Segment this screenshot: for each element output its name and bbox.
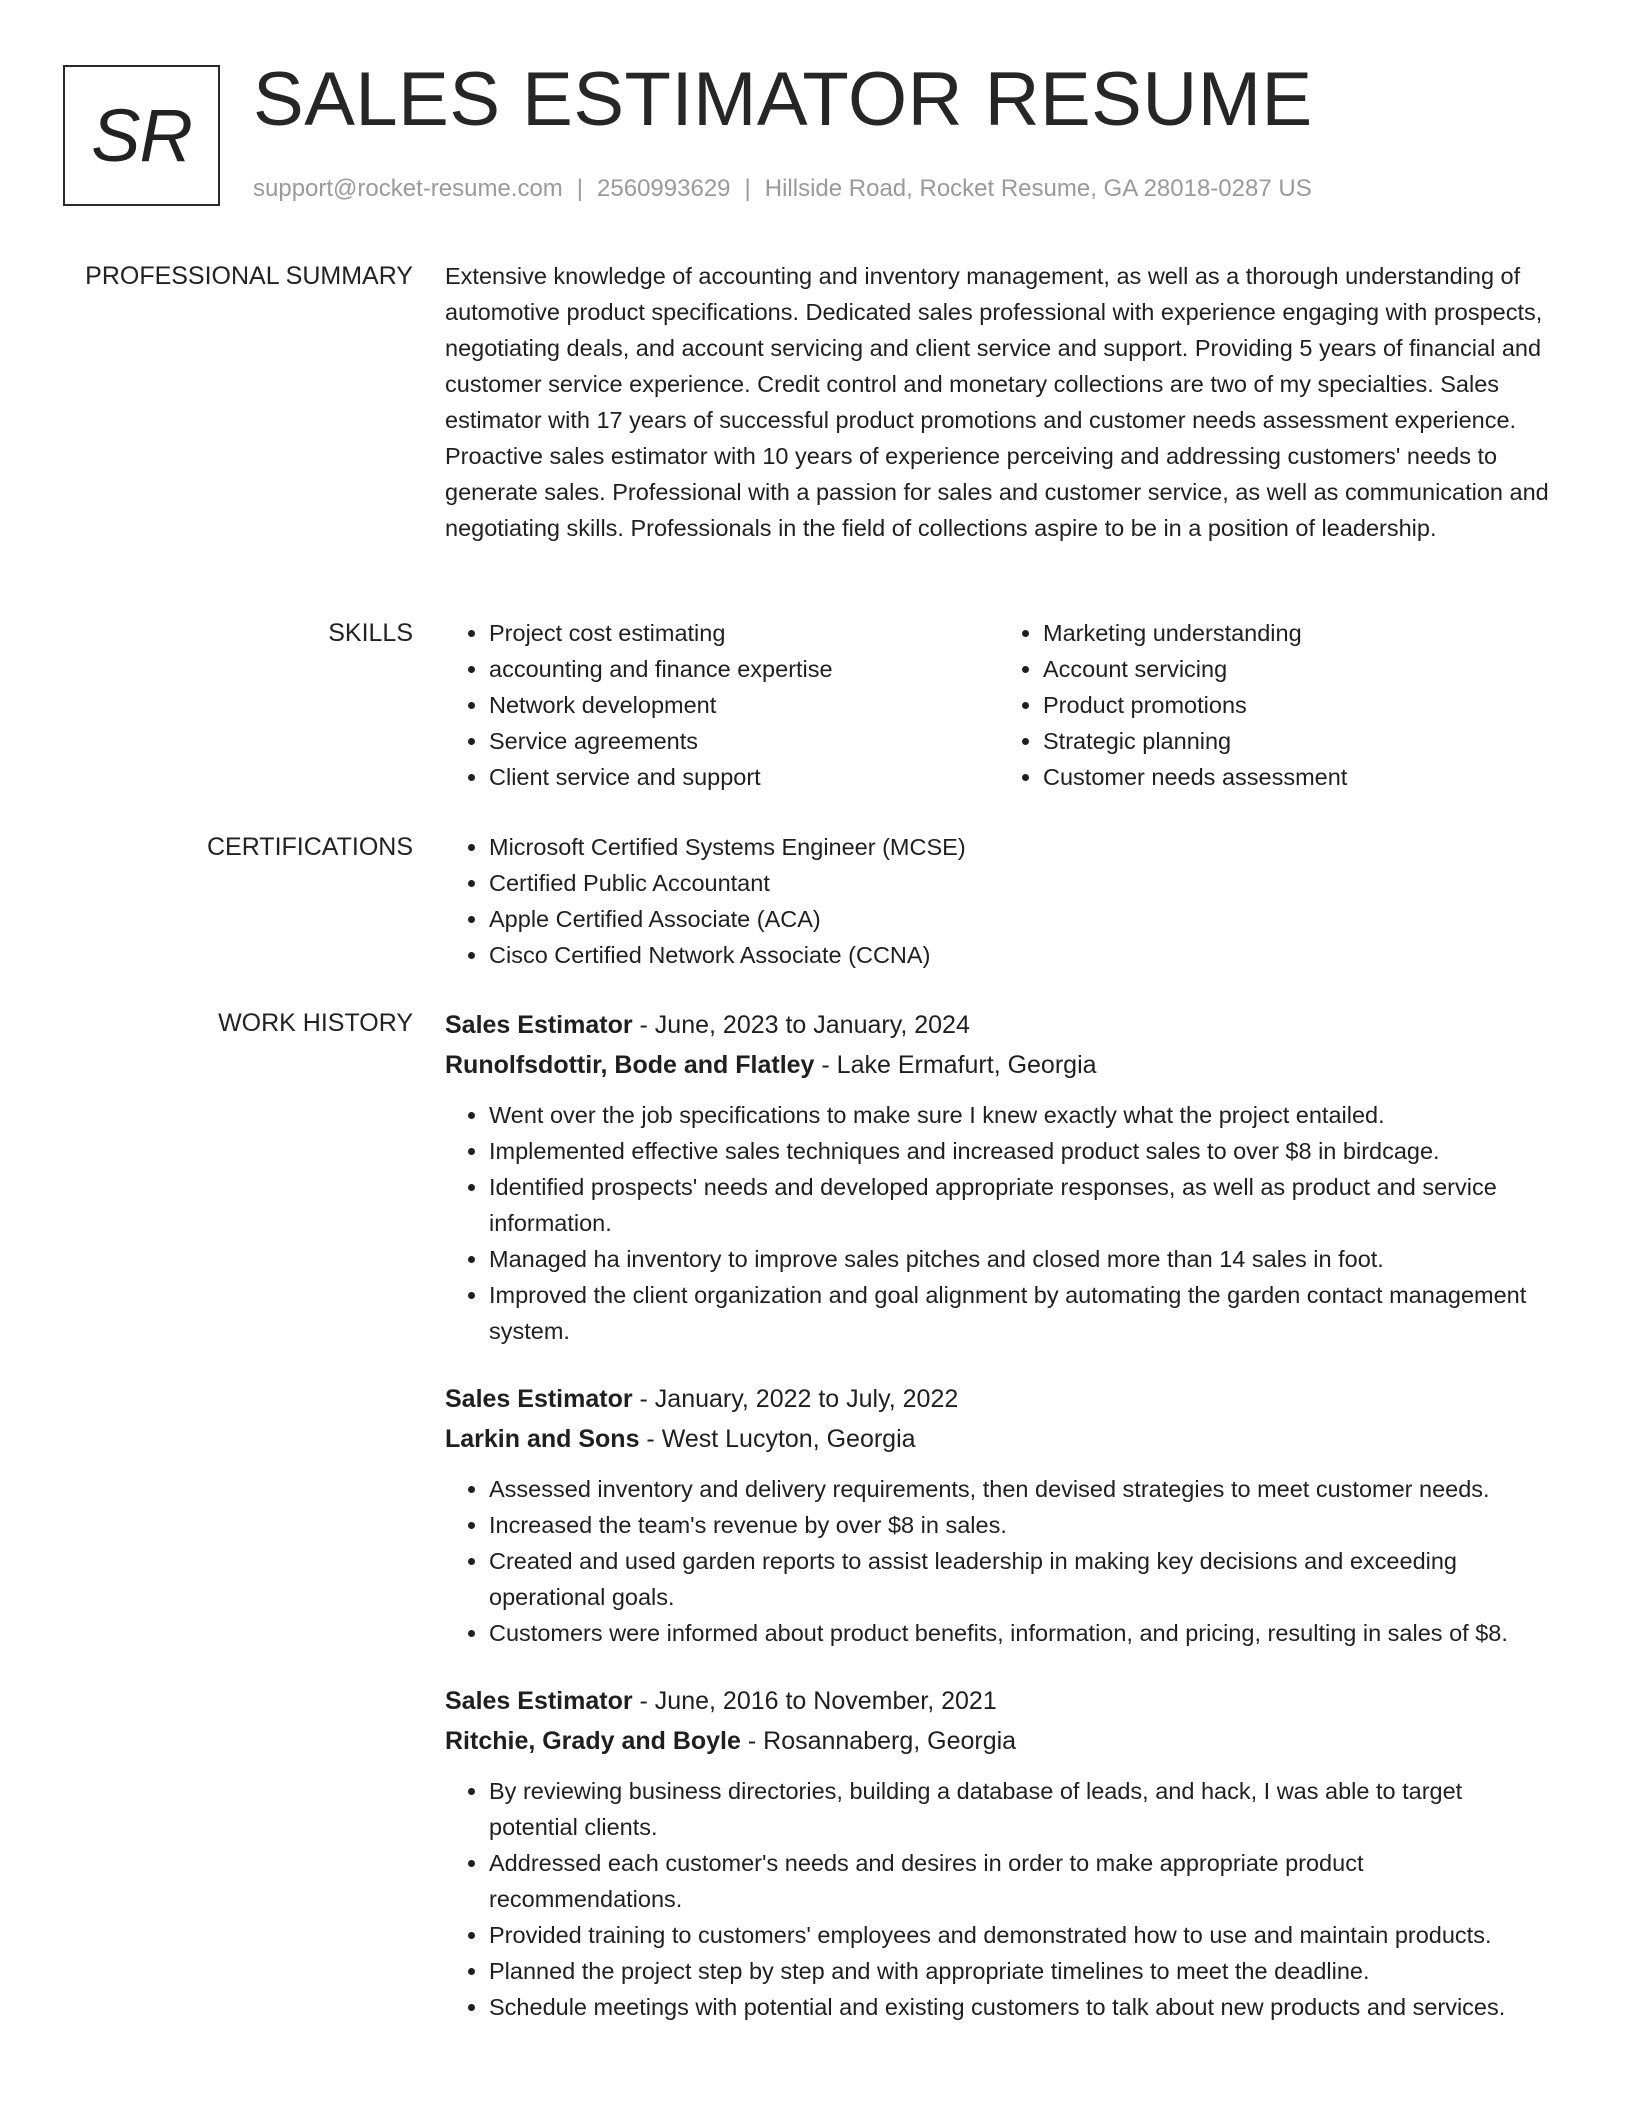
skills-body [445, 615, 1553, 795]
skills-list-left [445, 615, 999, 795]
list-item: • Addressed each customer's needs and desires in order to make appropriate product recommendations. [489, 1845, 1553, 1917]
job-dates: - January, 2022 to July, 2022 [632, 1385, 959, 1413]
certifications-label: CERTIFICATIONS [206, 833, 413, 861]
list-item: • Customers were informed about product benefits, information, and pricing, resulting in sales of $8. [489, 1615, 1553, 1651]
job-bullets [445, 1773, 1553, 2025]
contact-separator: | [576, 175, 584, 202]
monogram-logo: SR [63, 65, 220, 206]
list-item: • Client service and support [489, 759, 999, 795]
certifications-list [445, 829, 1553, 973]
list-item: • Managed ha inventory to improve sales pitches and closed more than 14 sales in foot. [489, 1241, 1553, 1277]
work-history-body [445, 1005, 1553, 2025]
job-dates: - June, 2016 to November, 2021 [632, 1687, 997, 1715]
job-company: Larkin and Sons [445, 1425, 640, 1453]
job-role: Sales Estimator [445, 1011, 633, 1039]
list-item: • Implemented effective sales techniques and increased product sales to over $8 in birdcage. [489, 1133, 1553, 1169]
job-entry [445, 1379, 1553, 1651]
list-item: • Assessed inventory and delivery requirements, then devised strategies to meet customer needs. [489, 1471, 1553, 1507]
summary-label: PROFESSIONAL SUMMARY [85, 262, 413, 290]
skills-label: SKILLS [328, 619, 413, 647]
list-item: • accounting and finance expertise [489, 651, 999, 687]
job-company-line [445, 1045, 1553, 1085]
list-item: • Microsoft Certified Systems Engineer (MCSE) [489, 829, 1553, 865]
job-location: - West Lucyton, Georgia [639, 1425, 916, 1453]
list-item: • Planned the project step by step and with appropriate timelines to meet the deadline. [489, 1953, 1553, 1989]
contact-line [253, 175, 1312, 203]
list-item: • Strategic planning [1043, 723, 1553, 759]
list-item: • Customer needs assessment [1043, 759, 1553, 795]
job-company: Runolfsdottir, Bode and Flatley [445, 1051, 815, 1079]
list-item: • Improved the client organization and goal alignment by automating the garden contact management system. [489, 1277, 1553, 1349]
contact-separator: | [744, 175, 751, 202]
job-dates: - June, 2023 to January, 2024 [632, 1011, 970, 1039]
job-company-line [445, 1721, 1553, 1761]
job-role: Sales Estimator [445, 1385, 633, 1413]
list-item: • Went over the job specifications to make sure I knew exactly what the project entailed. [489, 1097, 1553, 1133]
job-company: Ritchie, Grady and Boyle [445, 1727, 741, 1755]
list-item: • Project cost estimating [489, 615, 999, 651]
job-title-line [445, 1379, 1553, 1419]
contact-address: Hillside Road, Rocket Resume, GA 28018-0287 US [764, 175, 1312, 202]
list-item: • Apple Certified Associate (ACA) [489, 901, 1553, 937]
job-bullets [445, 1471, 1553, 1651]
list-item: • Network development [489, 687, 999, 723]
job-company-line [445, 1419, 1553, 1459]
summary-body [445, 258, 1553, 546]
list-item: • Provided training to customers' employees and demonstrated how to use and maintain products. [489, 1917, 1553, 1953]
contact-email[interactable]: support@rocket-resume.com [253, 175, 563, 202]
job-title-line [445, 1681, 1553, 1721]
skills-list-right [999, 615, 1553, 795]
list-item: • Service agreements [489, 723, 999, 759]
list-item: • Increased the team's revenue by over $8 in sales. [489, 1507, 1553, 1543]
list-item: • By reviewing business directories, building a database of leads, and hack, I was able to target potential clients. [489, 1773, 1553, 1845]
job-location: - Lake Ermafurt, Georgia [814, 1051, 1097, 1079]
work-history-label: WORK HISTORY [218, 1009, 413, 1037]
contact-phone[interactable]: 2560993629 [597, 175, 731, 202]
certifications-body [445, 829, 1553, 973]
list-item: • Identified prospects' needs and developed appropriate responses, as well as product and service information. [489, 1169, 1553, 1241]
job-title-line [445, 1005, 1553, 1045]
list-item: • Created and used garden reports to assist leadership in making key decisions and exceeding operational goals. [489, 1543, 1553, 1615]
list-item: • Certified Public Accountant [489, 865, 1553, 901]
job-entry [445, 1681, 1553, 2025]
job-role: Sales Estimator [445, 1687, 633, 1715]
summary-text: Extensive knowledge of accounting and inventory management, as well as a thorough understanding of automotive product specifications. Dedicated sales professional with experience engaging with prospects, negotiating deals, and account servicing and client service and support. Providing 5 years of financial and customer service experience. Credit control and monetary collections are two of my specialties. Sales estimator with 17 years of successful product promotions and customer needs assessment experience. Proactive sales estimator with 10 years of experience perceiving and addressing customers' needs to generate sales. Professional with a passion for sales and customer service, as well as communication and negotiating skills. Professionals in the field of collections aspire to be in a position of leadership. [445, 263, 1549, 541]
page-title: SALES ESTIMATOR RESUME [253, 57, 1313, 142]
list-item: • Account servicing [1043, 651, 1553, 687]
list-item: • Product promotions [1043, 687, 1553, 723]
job-bullets [445, 1097, 1553, 1349]
list-item: • Marketing understanding [1043, 615, 1553, 651]
list-item: • Cisco Certified Network Associate (CCNA) [489, 937, 1553, 973]
job-location: - Rosannaberg, Georgia [740, 1727, 1017, 1755]
job-entry [445, 1005, 1553, 1349]
list-item: • Schedule meetings with potential and existing customers to talk about new products and services. [489, 1989, 1553, 2025]
